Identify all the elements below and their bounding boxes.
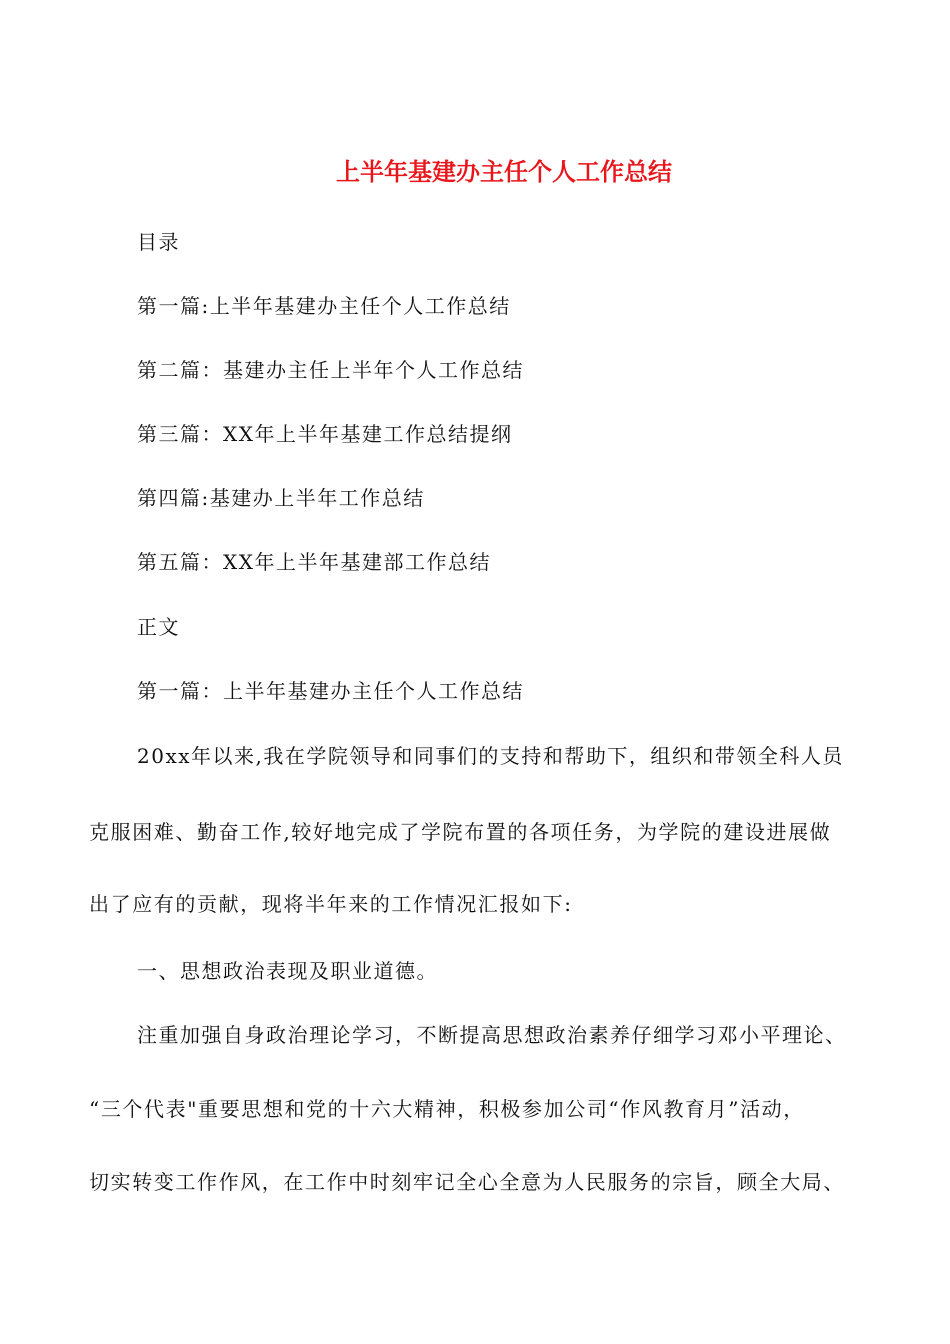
paragraph-1-line-1: 20xx年以来,我在学院领导和同事们的支持和帮助下，组织和带领全科人员 <box>137 744 844 768</box>
toc-item-2: 第二篇：基建办主任上半年个人工作总结 <box>137 358 524 382</box>
section-heading: 第一篇：上半年基建办主任个人工作总结 <box>137 679 524 703</box>
paragraph-2-line-1: 注重加强自身政治理论学习，不断提高思想政治素养仔细学习邓小平理论、 <box>137 1023 847 1047</box>
subheading-1: 一、思想政治表现及职业道德。 <box>137 959 438 983</box>
toc-item-1: 第一篇:上半年基建办主任个人工作总结 <box>137 294 511 318</box>
paragraph-2-line-2: “三个代表"重要思想和党的十六大精神，积极参加公司“作风教育月”活动， <box>89 1097 805 1121</box>
paragraph-1-line-2: 克服困难、勤奋工作,较好地完成了学院布置的各项任务，为学院的建设进展做 <box>89 820 832 844</box>
paragraph-2-line-3: 切实转变工作作风，在工作中时刻牢记全心全意为人民服务的宗旨，顾全大局、 <box>89 1170 845 1194</box>
toc-item-3: 第三篇：XX年上半年基建工作总结提纲 <box>137 422 513 446</box>
toc-item-4: 第四篇:基建办上半年工作总结 <box>137 486 425 510</box>
document-title: 上半年基建办主任个人工作总结 <box>336 157 672 186</box>
toc-heading: 目录 <box>137 230 180 254</box>
body-heading: 正文 <box>137 615 180 639</box>
paragraph-1-line-3: 出了应有的贡献，现将半年来的工作情况汇报如下: <box>89 892 573 916</box>
toc-item-5: 第五篇：XX年上半年基建部工作总结 <box>137 550 491 574</box>
